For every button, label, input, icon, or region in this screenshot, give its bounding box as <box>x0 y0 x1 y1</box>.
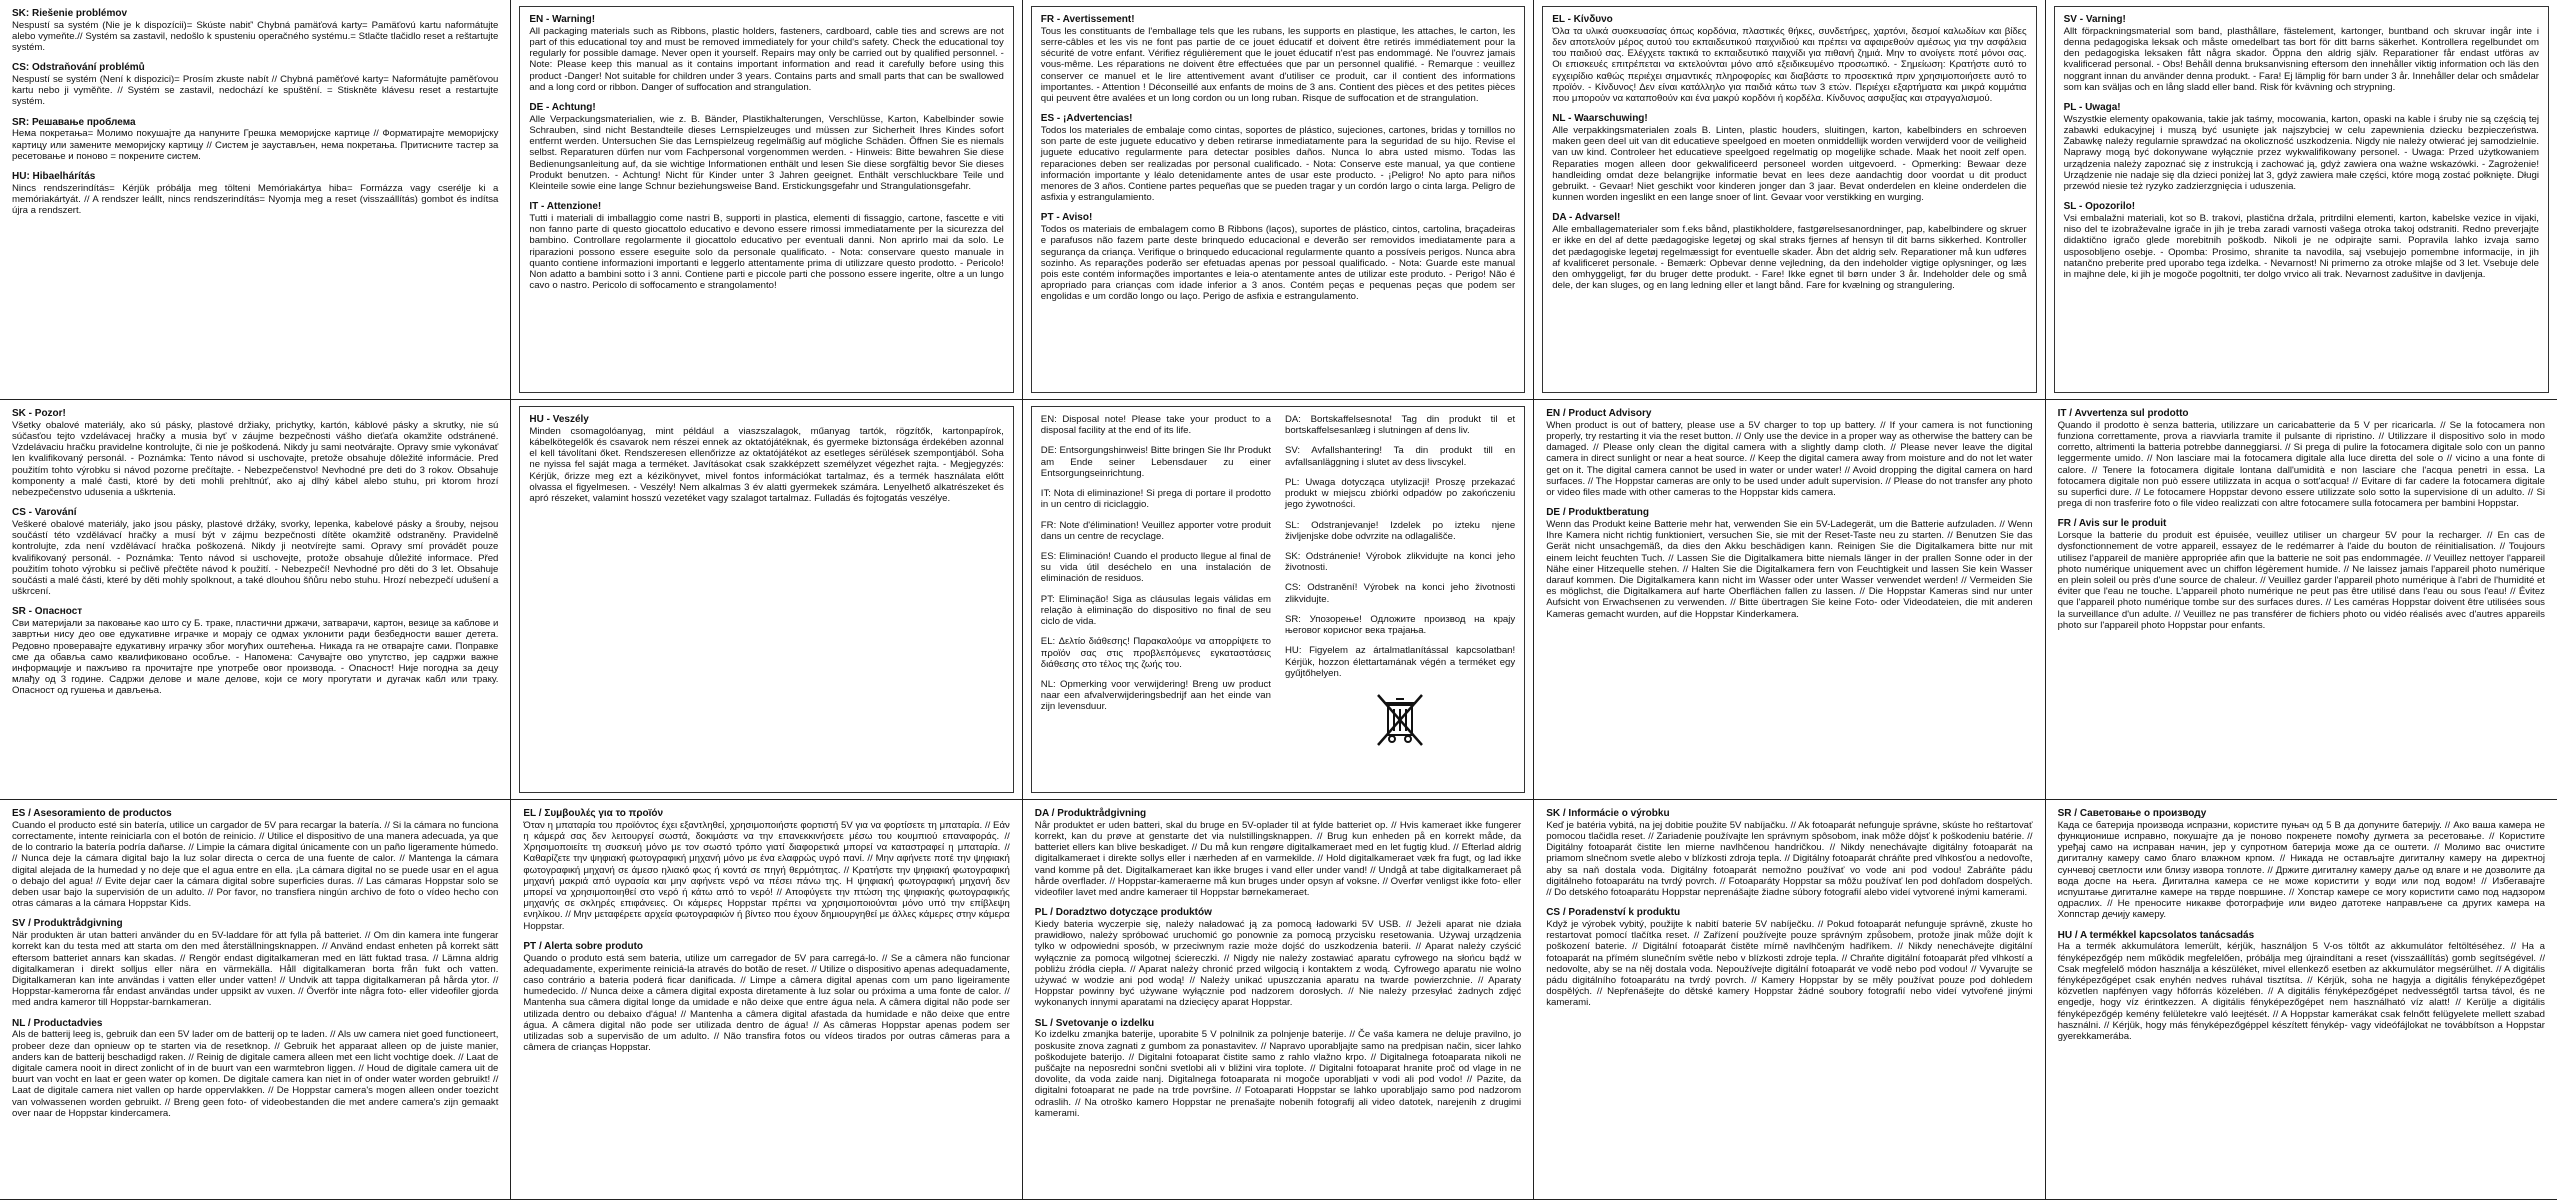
panel-advisory-sr-hu <box>2046 800 2557 1200</box>
section-body: Nincs rendszerindítás= Kérjük próbálja meg tölteni Memóriakártya hiba= Formázza vagy cserélje ki a memóriakártyát. // A rendszer leállt, nincs rendszerindítás= Nyomja meg a reset (visszaállítás) gombot és indítsa újra a rendszert. <box>12 182 499 217</box>
section-title: SR - Опасност <box>12 606 83 618</box>
section-body: Als de batterij leeg is, gebruik dan een 5V lader om de batterij op te laden. // Als uw camera niet goed functioneert, probeer deze dan opnieuw op te starten via de resetknop. // Gebruik het apparaat alleen op de juiste manier, anders kan de batterij beschadigd raken. // Reinig de digitale camera alleen met een licht vochtige doek. // Laat de digitale camera nooit in direct zonlicht of in de buurt van een warmtebron liggen. // Houd de digitale camera uit de buurt van vocht en laat er geen water op komen. De digitale camera kan niet in of onder water worden gebruikt! // Laat de digitale camera niet vallen op harde oppervlakken. // De Hoppstar camera's mogen alleen onder toezicht van volwassenen worden gebruikt. // Breng geen foto- of videobestanden die met andere camera's zijn gemaakt over naar de Hoppstar kindercamera. <box>12 1029 499 1119</box>
section-body: When product is out of battery, please use a 5V charger to top up battery. // If your camera is not functioning properly, try restarting it via the reset button. // Only use the device in a proper way as otherwise the battery can be damaged. // Please only clean the digital camera with a slightly damp cloth. // Please never leave the digital camera in direct sunlight or near a heat source. // Keep the digital camera away from moisture and do not let water get on it. The digital camera cannot be used in water or under water! // Avoid dropping the digital camera on hard surfaces. // The Hoppstar cameras are only to be used under adult supervision. // Please do not transfer any photo or video files made with other cameras to the Hoppstar kids camera. <box>1546 419 2033 498</box>
section <box>12 918 498 1008</box>
section <box>1041 212 1515 302</box>
section <box>1546 907 2032 1008</box>
section-title: IT - Attenzione! <box>529 201 602 213</box>
section-body: Lorsque la batterie du produit est épuisée, veuillez utiliser un chargeur 5V pour la recharger. // En cas de dysfonctionnement de votre appareil, essayez de le redémarrer à l'aide du bouton de réinitialisation. // Toujours utilisez l'appareil de manière appropriée afin que la batterie ne soit pas endommagée. // Veuillez nettoyer l'appareil photo numérique uniquement avec un chiffon légèrement humide. // Ne laissez jamais l'appareil photo numérique en plein soleil ou près d'une source de chaleur. // Veuillez garder l'appareil photo numérique à l'abri de l'humidité et éviter que l'eau ne touche. L'appareil photo numérique ne peut pas être utilisé dans l'eau ou sous l'eau! // Évitez que l'appareil photo numérique tombe sur des surfaces dures. // Les caméras Hoppstar doivent être utilisées sous la surveillance d'un adulte. // Veuillez ne pas transférer de fichiers photo ou vidéo réalisés avec d'autres appareils photo sur l'appareil photo Hoppstar pour enfants. <box>2057 530 2545 631</box>
panel-advisory-el-pt <box>511 800 1022 1200</box>
section <box>1546 408 2032 498</box>
section <box>1552 212 2026 291</box>
disposal-note <box>1285 551 1515 573</box>
section-body: Нема покретања= Молимо покушајте да напуните Грешка меморијске картице // Форматирајте меморијску картицу или замените меморијску картицу // Систем је заустављен, нема покретања. Притисните тастер за ресетовање и поново = покрените систем. <box>12 128 499 162</box>
section-title: SR / Саветовање о производу <box>2057 808 2207 819</box>
panel-advisory-en-de <box>1534 400 2045 800</box>
section-body: Cuando el producto esté sin batería, utilice un cargador de 5V para recargar la batería. // Si la cámara no funciona correctamente, intente reiniciarla con el botón de reinicio. // Utilice el dispositivo de una manera adecuada, ya que de lo contrario la batería podría dañarse. // Limpie la cámara digital únicamente con un paño ligeramente húmedo. // Nunca deje la cámara digital bajo la luz solar directa o cerca de una fuente de calor. // Mantenga la cámara digital alejada de la humedad y no deje que el agua entre en ella. ¡La cámara digital no se puede usar en el agua o debajo del agua! // Evite dejar caer la cámara digital sobre superficies duras. // Las cámaras Hoppstar solo se deben usar bajo la supervisión de un adulto. // Por favor, no transfiera ningún archivo de foto o vídeo hecho con otras cámaras a la cámara Hoppstar Kids. <box>12 819 499 910</box>
disposal-text: CS: Odstranění! Výrobek na konci jeho životnosti zlikvidujte. <box>1284 582 1516 605</box>
disposal-box <box>1031 406 1525 793</box>
disposal-column-left <box>1041 414 1271 785</box>
section <box>523 941 1009 1054</box>
section <box>2064 102 2539 192</box>
panel-warning-hu <box>511 400 1022 800</box>
section-body: Όταν η μπαταρία του προϊόντος έχει εξαντληθεί, χρησιμοποιήστε φορτιστή 5V για να φορτίσετε τη μπαταρία. // Εάν η κάμερά σας δεν λειτουργεί σωστά, δοκιμάστε να την επανεκκινήσετε μέσω του κουμπιού επαναφοράς. // Χρησιμοποιείτε τη συσκευή μόνο με τον σωστό τρόπο γιατί διαφορετικά μπορεί να καταστραφεί η μπαταρία. // Καθαρίζετε την ψηφιακή φωτογραφική μηχανή μόνο με ένα ελαφρώς υγρό πανί. // Μην αφήνετε ποτέ την ψηφιακή φωτογραφική μηχανή σε άμεσο ηλιακό φως ή κοντά σε πηγή θερμότητας. // Κρατήστε την ψηφιακή φωτογραφική μηχανή μακριά από υγρασία και μην αφήνετε νερό να πέσει πάνω της. Η ψηφιακή φωτογραφική μηχανή δεν μπορεί να χρησιμοποιηθεί στο νερό ή κάτω από το νερό! // Αποφύγετε την πτώση της ψηφιακής φωτογραφικής μηχανής σε σκληρές επιφάνειες. Οι κάμερες Hoppstar πρέπει να χρησιμοποιούνται μόνο υπό την επίβλεψη ενηλίκου. // Μην μεταφέρετε αρχεία φωτογραφιών ή βίντεο που έχουν δημιουργηθεί με άλλες κάμερες στην κάμερα Hoppstar. <box>523 819 1010 932</box>
disposal-text: NL: Opmerking voor verwijdering! Breng uw product naar een afvalverwijderingsbedrijf aan het einde van zijn levensduur. <box>1040 678 1271 713</box>
disposal-note <box>1041 594 1271 628</box>
disposal-note <box>1285 414 1515 436</box>
warning-box <box>1542 6 2036 393</box>
section-title: PL / Doradztwo dotyczące produktów <box>1034 907 1212 919</box>
section <box>12 507 498 597</box>
section-title: FR / Avis sur le produit <box>2057 518 2167 530</box>
disposal-note <box>1285 645 1515 679</box>
disposal-note <box>1285 582 1515 604</box>
section-title: ES - ¡Advertencias! <box>1040 113 1133 125</box>
section-body: Nespustí se systém (Není k dispozici)= Prosím zkuste nabít // Chybná paměťové karty= Naformátujte paměťovou kartu nebo ji vyměňte. // Systém se zastavil, nedochází ke spuštění. = Stiskněte klávesu reset a restartujte systém. <box>12 74 499 108</box>
section-title: SL / Svetovanje o izdelku <box>1034 1017 1155 1029</box>
warning-box <box>2054 6 2549 393</box>
section <box>529 102 1003 192</box>
disposal-note <box>1041 636 1271 670</box>
section-title: EL / Συμβουλές για το προϊόν <box>523 808 664 819</box>
section-title: FR - Avertissement! <box>1040 14 1135 25</box>
section <box>12 606 498 696</box>
disposal-note <box>1041 414 1271 436</box>
section <box>1035 1018 1521 1119</box>
section <box>1041 14 1515 104</box>
section <box>2064 14 2539 93</box>
section-body: Ha a termék akkumulátora lemerült, kérjük, használjon 5 V-os töltőt az akkumulátor feltöltéséhez. // Ha a fényképezőgép nem működik megfelelően, próbálja meg újraindítani a reset (visszaállítás) gomb segítségével. // Csak megfelelő módon használja a készüléket, mivel ellenkező esetben az akkumulátor megsérülhet. // A digitális fényképezőgépet csak enyhén nedves ruhával tisztítsa. // Kérjük, soha ne hagyja a digitális fényképezőgépet közvetlen napfényen vagy hőforrás közelében. // A digitális fényképezőgépet nedvességtől tartsa távol, és ne engedje, hogy víz érintkezzen. A digitális fényképezőgépet nem használható víz alatt! // Kerülje a digitális fényképezőgép kemény felületekre való leejtését. // A Hoppstar kamerákat csak felnőtt felügyelete mellett szabad használni. // Kérjük, hogy más fényképezőgéppel készített fénykép- vagy videófájlokat ne továbbítson a Hoppstar gyerekkamerába. <box>2057 941 2545 1043</box>
section-body: Όλα τα υλικά συσκευασίας όπως κορδόνια, πλαστικές θήκες, συνδετήρες, χαρτόνι, δεσμοί καλωδίων και βίδες δεν αποτελούν μέρος αυτού του εκπαιδευτικού παιχνιδιού και πρέπει να αφαιρεθούν αμέσως για την ασφάλεια του παιδιού σας. Ελέγχετε τακτικά το εκπαιδευτικό παιχνίδι για πιθανή ζημιά. Μην το ανοίγετε ποτέ μόνοι σας. Οι επισκευές επιτρέπεται να εκτελούνται μόνο από εξειδικευμένο προσωπικό. - Σημείωση: Κρατήστε αυτό το εγχειρίδιο καθώς περιέχει σημαντικές πληροφορίες και διαβάστε το προσεκτικά πριν χρησιμοποιήσετε αυτό το προϊόν. - Κίνδυνος! Δεν είναι κατάλληλο για παιδιά κάτω των 3 ετών. Περιέχει εξαρτήματα και μικρά κομμάτια που μπορούν να καταποθούν και ένα μακρύ κορδόνι ή κορδέλα. Κίνδυνος ασφυξίας και στραγγαλισμού. <box>1552 25 2027 104</box>
section <box>1552 14 2026 104</box>
panel-advisory-da-pl-sl <box>1023 800 1534 1200</box>
section <box>2058 808 2545 921</box>
section-body: Када се батерија производа испразни, користите пуњач од 5 В да допуните батерију. // Ако ваша камера не функционише исправно, покушајте да је поново покренете помоћу дугмета за ресетовање. // Користите уређај само на исправан начин, јер у супротном батерија може да се оштети. // Молимо вас очистите дигиталну камеру само благо влажном крпом. // Никада не остављајте дигиталну камеру на директној сунчевој светлости или близу извора топлоте. // Држите дигиталну камеру даље од влаге и не дозволите да вода доспе на њега. Дигитална камера се не може користити у води или под водом! // Избегавајте испуштање дигиталне камере на тврде површине. // Хопстар камере се могу користити само под надзором одраслих. // Не преносите никакве фотографије или видео датотеке направљене са других камера на Хоппстар дечију камеру. <box>2057 819 2545 921</box>
panel-warnings-sv-pl-sl <box>2046 0 2557 400</box>
panel-warnings-el-nl-da <box>1534 0 2045 400</box>
section-body: Tous les constituants de l'emballage tels que les rubans, les supports en plastique, les attaches, le carton, les serre-câbles et les vis ne font pas partie de ce jouet éducatif et doivent être retirés immédiatement pour la sécurité de votre enfant. Vérifiez régulièrement que le jouet éducatif n'est pas endommagé. Ne l'ouvrez jamais vous-même. Les réparations ne doivent être effectuées que par un personnel qualifié. - Remarque : veuillez conserver ce manuel et le lire attentivement avant d'utiliser ce produit, car il contient des informations importantes. - Attention ! Déconseillé aux enfants de moins de 3 ans. Contient des pièces et des petites pièces qui peuvent être avalées et un long cordon ou un long ruban. Risque de suffocation et de strangulation. <box>1040 25 1516 104</box>
section-body: Když je výrobek vybitý, použijte k nabití baterie 5V nabíječku. // Pokud fotoaparát nefunguje správně, zkuste ho restartovat pomocí tlačítka reset. // Zařízení používejte pouze správným způsobem, protože jinak může dojít k poškození baterie. // Digitální fotoaparát čistěte mírně navlhčeným hadříkem. // Nikdy nenechávejte digitální fotoaparát na přímém slunečním světle nebo v blízkosti zdroje tepla. // Chraňte digitální fotoaparát před vlhkostí a nedovolte, aby se na něj dostala voda. Nepoužívejte digitální fotoaparát ve vodě nebo pod vodou! // Vyvarujte se pádu digitálního fotoaparátu na tvrdý povrch. // Kamery Hoppstar by se měly používat pouze pod dohledem dospělých. // Nepřenášejte do dětské kamery Hoppstar žádné soubory fotografií nebo videí vytvořené jinými kamerami. <box>1546 918 2033 1009</box>
section-body: Ko izdelku zmanjka baterije, uporabite 5 V polnilnik za polnjenje baterije. // Če vaša kamera ne deluje pravilno, jo poskusite znova zagnati z gumbom za ponastavitev. // Napravo uporabljajte samo na predpisan način, sicer lahko poškodujete baterijo. // Digitalni fotoaparat čistite samo z rahlo vlažno krpo. // Digitalnega fotoaparata nikoli ne puščajte na neposredni sončni svetlobi ali v bližini vira toplote. // Digitalni fotoaparat hranite proč od vlage in ne dovolite, da voda zaide nanj. Digitalnega fotoaparata ni mogoče uporabljati v vodi ali pod vodo! // Pazite, da digitalni fotoaparat ne pade na trde površine. // Fotoaparati Hoppstar se lahko uporabljajo samo pod nadzorom odraslih. // Na otroško kamero Hoppstar ne prenašajte nobenih fotografij ali video datotek, narejenih z drugimi kamerami. <box>1034 1029 1522 1119</box>
disposal-text: ES: Eliminación! Cuando el producto llegue al final de su vida útil deséchelo en una instalación de eliminación de residuos. <box>1040 550 1271 585</box>
disposal-note <box>1285 614 1515 636</box>
section-body: Keď je batéria vybitá, na jej dobitie použite 5V nabíjačku. // Ak fotoaparát nefunguje správne, skúste ho reštartovať pomocou tlačidla reset. // Zariadenie používajte len správnym spôsobom, inak môže dôjsť k poškodeniu batérie. // Digitálny fotoaparát čistite len mierne navlhčenou handričkou. // Nikdy nenechávajte digitálny fotoaparát na priamom slnečnom svetle alebo v blízkosti zdroja tepla. // Digitálny fotoaparát chráňte pred vlhkosťou a nedovoľte, aby sa naň dostala voda. Digitálny fotoaparát nemožno používať vo vode ani pod vodou! Zabráňte pádu digitálneho fotoaparátu na tvrdý povrch. // Fotoaparáty Hoppstar sa môžu používať len pod dohľadom dospelých. // Do detského fotoaparátu Hoppstar neprenášajte žiadne súbory fotografií alebo videí vytvorené inými kamerami. <box>1546 819 2033 898</box>
disposal-text: DE: Entsorgungshinweis! Bitte bringen Sie Ihr Produkt am Ende seiner Lebensdauer zu einer Entsorgungseinrichtung. <box>1040 445 1271 479</box>
section <box>2064 201 2539 280</box>
section-title: CS: Odstraňování problémů <box>12 62 145 74</box>
section-title: SK / Informácie o výrobku <box>1546 808 1670 819</box>
section-title: HU - Veszély <box>529 414 589 425</box>
disposal-text: SL: Odstranjevanje! Izdelek po izteku njene življenjske dobe odvrzite na odlagališče. <box>1284 519 1516 542</box>
section-title: NL / Productadvies <box>12 1017 103 1029</box>
section-body: När produkten är utan batteri använder du en 5V-laddare för att fylla på batteriet. // Om din kamera inte fungerar korrekt kan du testa med att starta om den med återställningsknappen. // Använd endast enheten på korrekt sätt eftersom batteriet annars kan skadas. // Rengör endast digitalkameran med en lätt fuktad trasa. // Lämna aldrig digitalkameran i direkt solljus eller nära en värmekälla. Håll digitalkameran borta från fukt och vatten. Digitalkameran kan inte användas i vatten eller under vatten! // Undvik att tappa digitalkameran på hårda ytor. // Hoppstar-kamerorna får endast användas under uppsikt av vuxen. // Överför inte några foto- eller videofiler gjorda med andra kameror till Hoppstar-barnkameran. <box>12 930 499 1009</box>
disposal-note <box>1041 445 1271 479</box>
section-body: Kiedy bateria wyczerpie się, należy naładować ją za pomocą ładowarki 5V USB. // Jeżeli aparat nie działa prawidłowo, należy spróbować uruchomić go ponownie za pomocą przycisku resetowania. Używaj urządzenia tylko w odpowiedni sposób, w przeciwnym razie może dojść do uszkodzenia baterii. // Aparat należy czyścić wyłącznie za pomocą wilgotnej ściereczki. // Nigdy nie należy zostawiać aparatu cyfrowego na słońcu bądź w pobliżu źródła ciepła. // Aparat należy chronić przed wilgocią i kontaktem z wodą. Cyfrowego aparatu nie wolno używać w wodzie ani pod wodą! // Należy unikać upuszczania aparatu na twarde powierzchnie. // Aparaty Hoppstar powinny być używane wyłącznie pod nadzorem dorosłych. // Nie należy przesyłać żadnych zdjęć wykonanych innymi aparatami na dziecięcy aparat Hoppstar. <box>1034 918 1522 1009</box>
disposal-column-right <box>1285 414 1515 785</box>
panel-warnings-en-de-it <box>511 0 1022 400</box>
section-title: EN / Product Advisory <box>1546 408 1652 419</box>
section-body: Quando o produto está sem bateria, utilize um carregador de 5V para carregá-lo. // Se a câmera não funcionar adequadamente, experimente reiniciá-la através do botão de reset. // Utilize o dispositivo apenas adequadamente, caso contrário a bateria poderá ficar danificada. // Limpe a câmera digital apenas com um pano ligeiramente humedecido. // Nunca deixe a câmera digital exposta diretamente à luz solar ou próxima a uma fonte de calor. // Mantenha sua câmera digital longe da umidade e não deixe que entre água nela. A câmera digital não pode ser utilizada dentro ou debaixo d'água! // Mantenha a câmera digital afastada da humidade e não deixe que entre água. A câmera digital não pode ser utilizada dentro de água! // As câmeras Hoppstar apenas podem ser utilizadas sob a supervisão de um adulto. // Não transfira fotos ou vídeos tirados por outras câmeras para a câmera de crianças Hoppstar. <box>523 952 1010 1054</box>
warning-box <box>1031 6 1525 393</box>
disposal-text: PL: Uwaga dotycząca utylizacji! Proszę przekazać produkt w miejscu zbiórki odpadów po zakończeniu jego żywotności. <box>1284 476 1516 511</box>
section-body: Všetky obalové materiály, ako sú pásky, plastové držiaky, prichytky, kartón, káblové pásky a skrutky, nie sú súčasťou tejto vzdelávacej hračky a musia byť v záujme bezpečnosti vášho dieťaťa okamžite odstránené. Vzdelávaciu hračku pravidelne kontrolujte, či nie je poškodená. Nikdy ju sami neotvárajte. Opravy smie vykonávať len kvalifikovaný personál. - Poznámka: Tento návod si uschovajte, pretože obsahuje dôležité informácie. Pred použitím tohto výrobku si návod pozorne prečítajte. - Nebezpečenstvo! Nevhodné pre deti do 3 rokov. Obsahuje komponenty a malé časti, ktoré by deti mohli prehltnúť, ako aj dlhý kábel alebo stuhu, pri ktorom hrozí nebezpečenstvo udusenia a uškrtenia. <box>12 419 499 498</box>
section <box>12 808 498 909</box>
disposal-note <box>1285 520 1515 542</box>
disposal-note <box>1041 679 1271 713</box>
section-title: IT / Avvertenza sul prodotto <box>2057 408 2189 419</box>
section <box>12 62 498 107</box>
section <box>2058 408 2545 509</box>
section <box>523 808 1009 932</box>
disposal-text: EL: Δελτίο διάθεσης! Παρακαλούμε να απορρίψετε το προϊόν σας στις προβλεπόμενες εγκαταστάσεις διάθεσης στο τέλος της ζωής του. <box>1040 636 1271 670</box>
section-title: SK: Riešenie problémov <box>12 8 128 19</box>
section-title: NL - Waarschuwing! <box>1552 113 1648 125</box>
section <box>12 1018 498 1119</box>
disposal-text: PT: Eliminação! Siga as cláusulas legais válidas em relação à eliminação do dispositivo no final de seu ciclo de vida. <box>1040 593 1271 628</box>
section-title: CS / Poradenství k produktu <box>1546 907 1681 919</box>
section-title: SV - Varning! <box>2063 14 2126 25</box>
section-title: EN - Warning! <box>529 14 596 25</box>
section-title: DA - Advarsel! <box>1552 212 1621 224</box>
section-title: CS - Varování <box>12 507 77 519</box>
disposal-note <box>1285 445 1515 467</box>
disposal-text: HU: Figyelem az ártalmatlanítással kapcsolatban! Kérjük, hozzon élettartamának végén a terméket egy gyűjtőhelyen. <box>1284 645 1516 679</box>
section-title: HU: Hibaelhárítás <box>12 171 96 183</box>
section <box>1041 113 1515 203</box>
section-body: Minden csomagolóanyag, mint például a viaszszalagok, műanyag tartók, rögzítők, kartonpapírok, kábelkötegelők és csavarok nem részei ennek az oktatójátéknak, és gyermeke biztonsága érdekében azonnal el kell távolítani őket. Rendszeresen ellenőrizze az oktatójátékot az esetleges sérülések szempontjából. Soha ne nyissa fel saját maga a terméket. Javításokat csak szakképzett személyzet végezhet rajta. - Megjegyzés: Kérjük, őrizze meg ezt a kézikönyvet, mivel fontos információkat tartalmaz, és a termék használata előtt olvassa el figyelmesen. - Veszély! Nem alkalmas 3 év alatti gyermekek számára. Lenyelhető alkatrészeket és apró részeket, valamint hosszú vezetéket vagy szalagot tartalmaz. Fulladás és fojtogatás veszélye. <box>529 425 1004 504</box>
section-body: Nespustí sa systém (Nie je k dispozícii)= Skúste nabiť' Chybná pamäťová karty= Pamäťovú kartu naformátujte alebo vymeňte.// Systém sa zastavil, nedošlo k spusteniu operačného systému.= Stlačte tlačidlo reset a reštartujte systém. <box>12 19 499 54</box>
section-body: All packaging materials such as Ribbons, plastic holders, fasteners, cardboard, cable ties and screws are not part of this educational toy and must be removed immediately for your child's safety. Check the educational toy regularly for possible damage. Never open it yourself. Repairs may only be carried out by qualified personnel. -Note: Please keep this manual as it contains important information and read it carefully before using this product -Danger! Not suitable for children under 3 years. Contains parts and small parts that can be swallowed and a long cord or ribbon. Danger of suffocation and strangulation. <box>529 25 1004 93</box>
section <box>12 8 498 53</box>
section-title: PL - Uwaga! <box>2063 102 2121 113</box>
section-body: Wenn das Produkt keine Batterie mehr hat, verwenden Sie ein 5V-Ladegerät, um die Batterie aufzuladen. // Wenn Ihre Kamera nicht richtig funktioniert, versuchen Sie, sie mit der Reset-Taste neu zu starten. // Benutzen Sie das Gerät nicht unsachgemäß, da dies den Akku beschädigen kann. Reinigen Sie die Digitalkamera bitte nur mit einem leicht feuchten Tuch. // Lassen Sie die Digitalkamera bitte niemals länger in der prallen Sonne oder in der Nähe einer Hitzequelle stehen. // Halten Sie die Digitalkamera fern von Feuchtigkeit und lassen Sie kein Wasser darauf kommen. Die Digitalkamera kann nicht im Wasser oder unter Wasser verwendet werden! // Vermeiden Sie es möglichst, die Digitalkamera auf harte Oberflächen fallen zu lassen. // Die Hoppstar Kameras sind nur unter Aufsicht von Erwachsenen zu verwenden. // Bitte übertragen Sie keine Foto- oder Videodateien, die mit anderen Kameras gemacht wurden, auf die Hoppstar Kinderkamera. <box>1546 518 2033 620</box>
section-body: Сви материјали за паковање као што су Б. траке, пластични држачи, затварачи, картон, везице за каблове и завртњи нису део ове едукативне играчке и морају се одмах уклонити ради безбедности вашег детета. Редовно проверавајте едукативну играчку због могућих оштећења. Никада га не отварајте сами. Поправке сме да обавља само квалификовано особље. - Напомена: Сачувајте ово упутство, јер садржи важне информације и пажљиво га прочитајте пре употребе овог производа. - Опасност! Није погодна за децу млађу од 3 године. Садржи делове и мале делове, који се могу прогутати и дугачак кабл или траку. Опасност од гушења и дављења. <box>12 618 499 697</box>
section <box>529 414 1003 504</box>
section <box>2058 930 2545 1043</box>
section-title: DE / Produktberatung <box>1546 507 1649 519</box>
section-title: SK - Pozor! <box>12 408 66 419</box>
section <box>12 117 498 162</box>
section-title: PT / Alerta sobre produto <box>523 940 644 952</box>
section-body: Vsi embalažni materiali, kot so B. trakovi, plastična držala, pritrdilni elementi, karton, kabelske vezice in vijaki, niso del te izobraževalne igrače in jih je treba zaradi varnosti vašega otroka takoj odstraniti. Redno preverjajte didaktično igračo glede morebitnih poškodb. Nikoli je ne odpirajte sami. Popravila lahko izvaja samo usposobljeno osebje. - Opomba: Prosimo, shranite ta navodila, saj vsebujejo pomembne informacije, in jih natančno preberite pred uporabo tega izdelka. - Nevarnost! Ni primerno za otroke mlajše od 3 let. Vsebuje dele in majhne dele, ki jih je mogoče pogoltniti, ter dolgo vrvico ali trak. Nevarnost zadušitve in davljenja. <box>2063 212 2539 280</box>
section-title: DE - Achtung! <box>529 102 596 113</box>
disposal-note <box>1041 520 1271 542</box>
section-title: PT - Aviso! <box>1040 212 1093 224</box>
section-body: Alle emballagematerialer som f.eks bånd, plastikholdere, fastgørelsesanordninger, pap, kabelbindere og skruer er ikke en del af dette pædagogiske legetøj og skal straks fjernes af hensyn til dit barns sikkerhed. Kontroller det pædagogiske legetøj regelmæssigt for eventuelle skader. Åbn det aldrig selv. Reparationer må kun udføres af kvalificeret personale. - Bemærk: Opbevar denne vejledning, da den indeholder vigtige oplysninger, og læs den omhyggeligt, før du bruger dette produkt. - Fare! Ikke egnet til børn under 3 år. Indeholder dele og små dele, der kan sluges, og en lang ledning eller et langt bånd. Fare for kvælning og strangulering. <box>1552 224 2027 292</box>
section-body: Allt förpackningsmaterial som band, plasthållare, fästelement, kartonger, buntband och skruvar ingår inte i denna pedagogiska leksak och måste omedelbart tas bort för ditt barns säkerhet. Kontrollera regelbundet om den pedagogiska leksaken fått några skador. Öppna den aldrig själv. Reparationer får endast utföras av kvalificerad personal. - Obs! Behåll denna bruksanvisning eftersom den innehåller viktig information och läs den noggrant innan du använder denna produkt. - Fara! Ej lämplig för barn under 3 år. Innehåller delar och smådelar som kan sväljas och en lång sladd eller band. Risk för kvävning och strypning. <box>2063 25 2539 93</box>
warning-box <box>519 406 1013 793</box>
disposal-text: DA: Bortskaffelsesnota! Tag din produkt til et bortskaffelsesanlæg i slutningen af dens liv. <box>1284 414 1516 437</box>
section-body: Wszystkie elementy opakowania, takie jak taśmy, mocowania, karton, opaski na kable i śruby nie są częścią tej zabawki edukacyjnej i muszą być usunięte jak najszybciej w celu zapewnienia dziecku bezpieczeństwa. Zabawkę należy regularnie sprawdzać na okoliczność uszkodzenia. Nigdy nie należy otwierać jej samodzielnie. Naprawy mogą być dokonywane wyłącznie przez wykwalifikowany personel. - Uwaga: Przed użytkowaniem urządzenia należy zapoznać się z instrukcją i zachować ją, gdyż zawiera ona ważne wskazówki. - Zagrożenie! Urządzenie nie nadaje się dla dzieci poniżej lat 3, gdyż zawiera małe części, które mogą zostać połknięte. Długi przewód niesie też ryzyko zadzierzgnięcia i uduszenia. <box>2063 113 2539 192</box>
section-body: Alle Verpackungsmaterialien, wie z. B. Bänder, Plastikhalterungen, Verschlüsse, Karton, Kabelbinder sowie Schrauben, sind nicht Bestandteile dieses Lernspielzeuges und müssen zur Sicherheit Ihres Kindes sofort entfernt werden. Untersuchen Sie das Lernspielzeug regelmäßig auf mögliche Schäden. Öffnen Sie es niemals selbst. Reparaturen dürfen nur vom Fachpersonal vorgenommen werden. - Hinweis: Bitte bewahren Sie diese Bedienungsanleitung auf, da sie wichtige Informationen enthält und lesen Sie diese sorgfältig bevor Sie dieses Produkt benutzen. - Achtung! Nicht für Kinder unter 3 Jahren geeignet. Enthält verschluckbare Teile und Kleinteile sowie eine lange Schnur beziehungsweise Band. Erstickungsgefahr und Strangulationsgefahr. <box>529 113 1004 192</box>
section <box>1552 113 2026 203</box>
section-body: Når produktet er uden batteri, skal du bruge en 5V-oplader til at fylde batteriet op. // Hvis kameraet ikke fungerer korrekt, kan du prøve at genstarte det via nulstillingsknappen. // Brug kun enheden på en korrekt måde, da batteriet ellers kan blive beskadiget. // Du må kun rengøre digitalkameraet med en let fugtig klud. // Efterlad aldrig digitalkameraet i direkte sollys eller i nærheden af en varmekilde. // Hold digitalkameraet væk fra fugt, og lad ikke vand komme på det. Digitalkameraet kan ikke bruges i vand eller under vand! // Undgå at tabe digitalkameraet på hårde overflader. // Hoppstar-kameraerne må kun bruges under opsyn af voksne. // Overfør venligst ikke foto- eller videofiler lavet med andre kameraer til Hoppstar børnekameraet. <box>1034 819 1522 898</box>
section-body: Alle verpakkingsmaterialen zoals B. Linten, plastic houders, sluitingen, karton, kabelbinders en schroeven maken geen deel uit van dit educatieve speelgoed en moeten onmiddellijk worden verwijderd voor de veiligheid van uw kind. Controleer het educatieve speelgoed regelmatig op mogelijke schade. Maak het nooit zelf open. Reparaties mogen alleen door gekwalificeerd personeel worden uitgevoerd. - Opmerking: Bewaar deze handleiding omdat deze belangrijke informatie bevat en lees deze aandachtig door voordat u dit product gebruikt. - Gevaar! Niet geschikt voor kinderen jonger dan 3 jaar. Bevat onderdelen en kleine onderdelen die kunnen worden ingeslikt en een lange snoer of lint. Gevaar voor verstikking en wurging. <box>1552 124 2027 204</box>
panel-warnings-fr-es-pt <box>1023 0 1534 400</box>
section <box>12 171 498 216</box>
panel-advisory-es-sv-nl <box>0 800 511 1200</box>
panel-advisory-sk-cs <box>1534 800 2045 1200</box>
disposal-note <box>1041 551 1271 585</box>
section <box>529 201 1003 291</box>
disposal-text: IT: Nota di eliminazione! Si prega di portare il prodotto in un centro di riciclaggio. <box>1040 488 1271 511</box>
disposal-text: SK: Odstránenie! Výrobok zlikvidujte na konci jeho životnosti. <box>1284 550 1516 574</box>
section <box>1546 507 2032 620</box>
section <box>1546 808 2032 898</box>
section-title: DA / Produktrådgivning <box>1034 808 1147 819</box>
disposal-text: SV: Avfallshantering! Ta din produkt till en avfallsanläggning i slutet av dess livscykel. <box>1284 445 1516 468</box>
section <box>529 14 1003 93</box>
section-body: Todos los materiales de embalaje como cintas, soportes de plástico, sujeciones, cartones, bridas y tornillos no son parte de este juguete educativo y deben retirarse inmediatamente para la seguridad de su hijo. Revise el juguete educativo regularmente para detectar posibles daños. Nunca lo abra usted mismo. Todas las reparaciones deben ser realizadas por personal cualificado. - Nota: Conserve este manual, ya que contiene información importante y léalo detenidamente antes de usar este producto. - ¡Peligro! No apto para niños menores de 3 años. Contiene partes pequeñas que se pueden tragar y un cordón largo o cinta larga. Peligro de asfixia y estrangulamiento. <box>1040 124 1516 204</box>
section-title: ES / Asesoramiento de productos <box>12 808 172 819</box>
section-title: HU / A termékkel kapcsolatos tanácsadás <box>2057 929 2255 941</box>
panel-disposal <box>1023 400 1534 800</box>
panel-troubleshooting <box>0 0 511 400</box>
section <box>2058 518 2545 631</box>
disposal-text: FR: Note d'élimination! Veuillez apporter votre produit dans un centre de recyclage. <box>1040 519 1271 542</box>
section <box>1035 907 1521 1008</box>
section-body: Quando il prodotto è senza batteria, utilizzare un caricabatterie da 5 V per ricaricarla. // Se la fotocamera non funziona correttamente, prova a riavviarla tramite il pulsante di ripristino. // Utilizzare il dispositivo solo in modo corretto, altrimenti la batteria potrebbe danneggiarsi. // Si prega di pulire la fotocamera digitale solo con un panno leggermente umido. // Non lasciare mai la fotocamera digitale alla luce diretta del sole o // vicino a una fonte di calore. // Tenere la fotocamera digitale lontana dall'umidità e non lasciare che l'acqua penetri in essa. La fotocamera digitale non può essere utilizzata in acqua o sott'acqua! // Evitare di far cadere la fotocamera digitale su superfici dure. // Le fotocamere Hoppstar devono essere utilizzate solo sotto la supervisione di un adulto. // Si prega di non trasferire foto o file video realizzati con altre fotocamere sulla fotocamera per bambini Hoppstar. <box>2057 419 2545 510</box>
disposal-note <box>1041 488 1271 510</box>
section-title: SR: Решавање проблема <box>12 116 136 128</box>
section <box>1035 808 1521 898</box>
section-body: Veškeré obalové materiály, jako jsou pásky, plastové držáky, svorky, lepenka, kabelové pásky a šrouby, nejsou součástí této vzdělávací hračky a musí být v zájmu bezpečnosti dítěte okamžitě odstraněny. Pravidelně kontrolujte, zda není vzdělávací hračka poškozená. Nikdy ji neotvírejte sami. Opravy smí provádět pouze kvalifikovaný personál. - Poznámka: Tento návod si uschovejte, protože obsahuje důležité informace. Před použitím tohoto výrobku si pečlivě přečtěte návod k použití. - Nebezpečí! Nevhodné pro děti do 3 let. Obsahuje součásti a malé části, které by děti mohly spolknout, a také dlouhou šňůru nebo stuhu. Hrozí nebezpečí udušení a uškrcení. <box>12 518 499 598</box>
disposal-text: EN: Disposal note! Please take your product to a disposal facility at the end of its life. <box>1040 414 1271 437</box>
disposal-text: SR: Упозорење! Одложите производ на крају његовог корисног века трајања. <box>1284 613 1516 637</box>
section-title: SL - Opozorilo! <box>2063 201 2136 213</box>
section-title: SV / Produktrådgivning <box>12 918 123 930</box>
section <box>12 408 498 498</box>
section-body: Todos os materiais de embalagem como B Ribbons (laços), suportes de plástico, cintos, cartolina, braçadeiras e parafusos não fazem parte deste brinquedo educacional e deverão ser removidos imediatamente para a segurança da criança. Verifique o brinquedo educacional regularmente quanto a possíveis perigos. Nunca abra sozinho. As reparações poderão ser efetuadas apenas por pessoal qualificado. - Nota: Guarde este manual pois este contém informações importantes e leia-o atentamente antes de utilizar este produto. - Perigo! Não é apropriado para crianças com idade inferior a 3 anos. Contém peças e pequenas peças que podem ser engolidas e um cordão longo ou laço. Perigo de asfixia e estrangulamento. <box>1040 224 1516 303</box>
warning-box <box>519 6 1013 393</box>
crossed-out-wheelie-bin-icon <box>1370 689 1430 749</box>
panel-warnings-sk-cs-sr <box>0 400 511 800</box>
disposal-note <box>1285 477 1515 511</box>
section-title: EL - Κίνδυνο <box>1552 14 1613 25</box>
panel-advisory-it-fr <box>2046 400 2557 800</box>
section-body: Tutti i materiali di imballaggio come nastri B, supporti in plastica, elementi di fissaggio, cartone, fascette e viti non fanno parte di questo giocattolo educativo e devono essere rimossi immediatamente per la sicurezza del bambino. Controllare regolarmente il giocattolo educativo per eventuali danni. Non aprirlo mai da solo. Le riparazioni possono essere eseguite solo da personale qualificato. - Nota: conservare questo manuale in quanto contiene informazioni importanti e leggerlo attentamente prima di utilizzare questo prodotto. - Pericolo! Non adatto a bambini sotto i 3 anni. Contiene parti e piccole parti che possono essere ingerite, oltre a un lungo cavo o nastro. Pericolo di soffocamento e strangolamento! <box>529 212 1004 292</box>
